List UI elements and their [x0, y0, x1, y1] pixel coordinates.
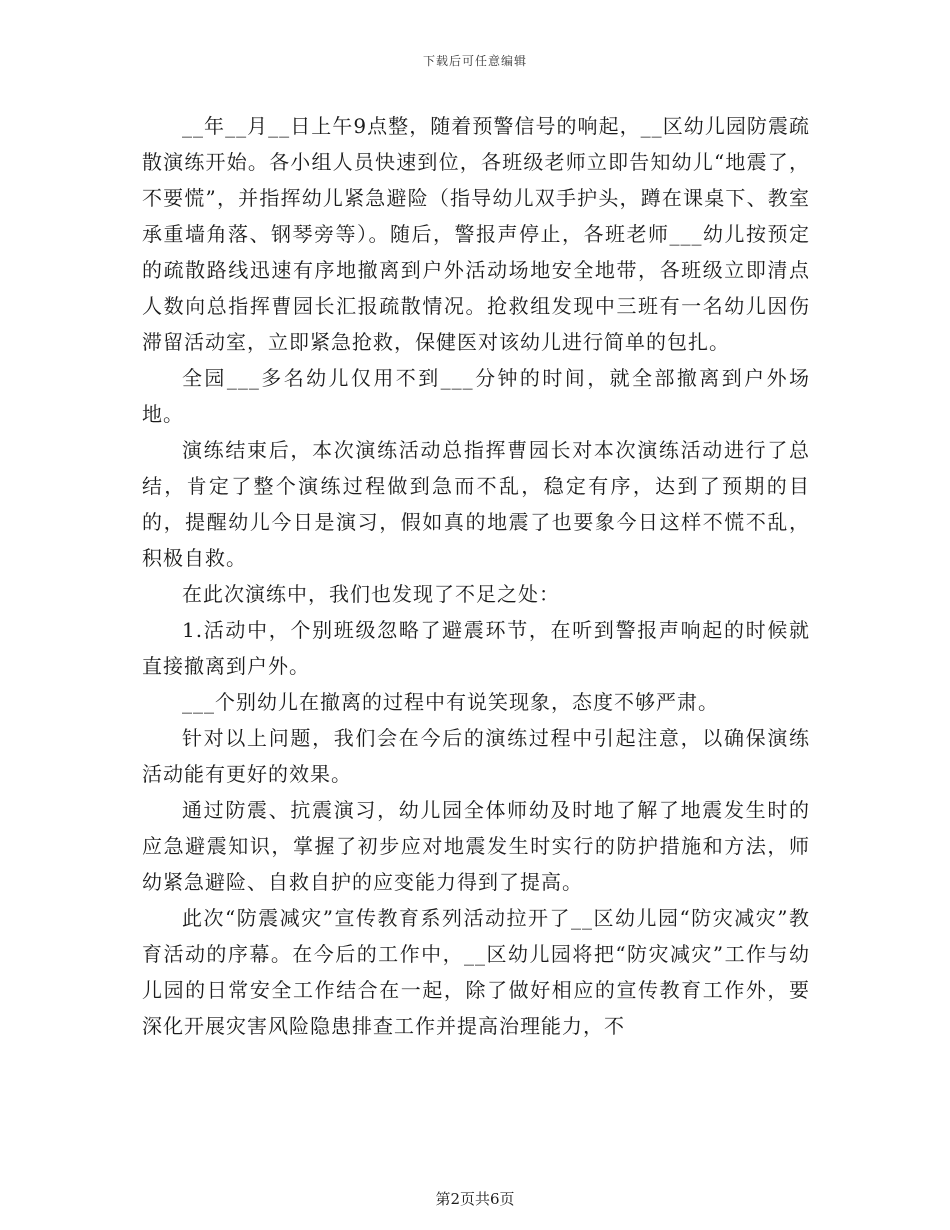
paragraph-summary: 演练结束后，本次演练活动总指挥曹园长对本次演练活动进行了总结，肯定了整个演练过程做到急而不乱，稳定有序，达到了预期的目的，提醒幼儿今日是演习，假如真的地震了也要象今日这样不慌不乱，积极自救。 [142, 438, 810, 570]
paragraph-shortcoming-2: ___个别幼儿在撤离的过程中有说笑现象，态度不够严肃。 [182, 690, 719, 714]
paragraph-evacuation-time: 全园___多名幼儿仅用不到___分钟的时间，就全部撤离到户外场地。 [142, 366, 810, 426]
paragraph-future-work: 此次“防震减灾”宣传教育系列活动拉开了__区幼儿园“防灾减灾”教育活动的序幕。在今后的工作中，__区幼儿园将把“防灾减灾”工作与幼儿园的日常安全工作结合在一起，除了做好相应的宣传教育工作外，要深化开展灾害风险隐患排查工作并提高治理能力，不 [142, 906, 810, 1038]
paragraph-drill-start: __年__月__日上午9点整，随着预警信号的响起，__区幼儿园防震疏散演练开始。各小组人员快速到位，各班级老师立即告知幼儿“地震了，不要慌”，并指挥幼儿紧急避险（指导幼儿双手护头，蹲在课桌下、教室承重墙角落、钢琴旁等）。随后，警报声停止，各班老师___幼儿按预定的疏散路线迅速有序地撤离到户外活动场地安全地带，各班级立即清点人数向总指挥曹园长汇报疏散情况。抢救组发现中三班有一名幼儿因伤滞留活动室，立即紧急抢救，保健医对该幼儿进行简单的包扎。 [142, 114, 810, 354]
paragraph-outcome: 通过防震、抗震演习，幼儿园全体师幼及时地了解了地震发生时的应急避震知识，掌握了初步应对地震发生时实行的防护措施和方法，师幼紧急避险、自救自护的应变能力得到了提高。 [142, 798, 810, 894]
paragraph-improvement: 针对以上问题，我们会在今后的演练过程中引起注意，以确保演练活动能有更好的效果。 [142, 726, 810, 786]
document-body [142, 108, 810, 1044]
page-number: 第2页共6页 [435, 1190, 515, 1208]
page-header: 下载后可任意编辑 [422, 54, 527, 68]
paragraph-shortcomings-intro: 在此次演练中，我们也发现了不足之处： [182, 582, 560, 606]
paragraph-shortcoming-1: 1.活动中，个别班级忽略了避震环节，在听到警报声响起的时候就直接撤离到户外。 [142, 618, 810, 678]
